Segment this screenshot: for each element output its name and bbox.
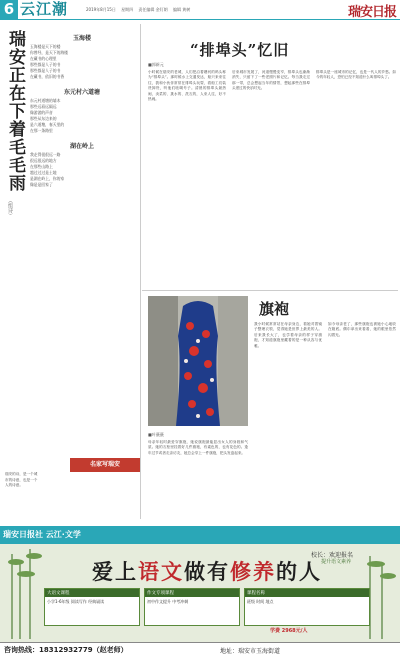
issue-weekday: 星期四 bbox=[121, 7, 134, 12]
poem-title: 玉海楼 bbox=[72, 35, 91, 42]
poem-column bbox=[30, 30, 134, 440]
poem-line: 那些远看远隔远 bbox=[30, 104, 57, 109]
article-title: “排埠头”忆旧 bbox=[190, 41, 290, 59]
ad-band-text: 瑞安日报社 云江·文学 bbox=[3, 530, 81, 539]
poem-title: 湖在岭上 bbox=[69, 143, 94, 150]
newspaper-logo: 瑞安日报 bbox=[347, 5, 396, 20]
poem-line: 像是是回家了 bbox=[30, 182, 53, 187]
ad-contact-bar bbox=[0, 642, 400, 656]
poem-line: 东元村道塘的墙木 bbox=[30, 98, 61, 103]
ad-slogan: 校长：欢迎报名 bbox=[310, 552, 353, 559]
article-byline: ■郭新元 bbox=[148, 62, 164, 67]
poem-line: 是六道塘，春天里的 bbox=[30, 122, 65, 127]
article-byline: ■叶薇薇 bbox=[148, 432, 164, 437]
article-paragraph: 如今母亲老了，那些旗袍也被她小心地收在箱底。偶尔拿出来看看，她的眼里依然闪着光。 bbox=[328, 322, 396, 337]
column-divider bbox=[140, 24, 141, 519]
page-number: 6 bbox=[0, 0, 18, 19]
ad-course-box: 大语文课程 小学1-6年级 阅读写作 经典诵读 bbox=[44, 588, 140, 626]
poem-line: 很远很远的地方 bbox=[30, 158, 57, 163]
article-paragraph: 母亲年轻时最爱穿旗袍，她说旗袍最能显出女人的身段和气质。她的衣柜里挂着好几件旗袍，有素色的，也有花色的。逢年过节或者走亲访友，她总会穿上一件旗袍，把头发盘起来。 bbox=[148, 440, 248, 455]
qipao-photo bbox=[148, 296, 248, 426]
poem-line: 越过过过是土地 bbox=[30, 170, 57, 175]
article-title: 旗袍 bbox=[259, 300, 290, 318]
designer-credit: 编辑 黄树 bbox=[172, 7, 191, 12]
poem-line: 我走得很很远一路 bbox=[30, 152, 61, 157]
ad-course-box: 作文专项课程 初中作文提升 中考冲刺 bbox=[144, 588, 240, 626]
poem-line: 在那些山路上 bbox=[30, 164, 53, 169]
poem-line: 在藏书的心理里 bbox=[30, 56, 57, 61]
ad-address: 地址：瑞安市玉海街道 bbox=[220, 648, 281, 655]
ad-headline: 爱上语文做有修养的人 bbox=[92, 559, 322, 584]
article-paragraph: 我小时候常常站在母亲身边，看她对着镜子整理衣领，觉得她是世界上最美的人。后来我长大了，也学着母亲的样子穿旗袍，才知道旗袍里藏着的是一种从容与优雅。 bbox=[254, 322, 322, 348]
poem-title: 东元村六道塘 bbox=[63, 89, 100, 96]
column-badge: 名家写瑞安 bbox=[70, 458, 140, 472]
advertisement bbox=[0, 544, 400, 642]
poem-line: 那些从东边来的 bbox=[30, 116, 57, 121]
header-info bbox=[86, 7, 194, 13]
poem-line: 在藏书，依旧的书香 bbox=[30, 74, 65, 79]
poem-line: 那些都是人子的书 bbox=[30, 62, 61, 67]
poem-line: 你曾经，是天下的海楼 bbox=[30, 50, 68, 55]
ad-contact-phone: 咨询热线：18312932779（赵老师） bbox=[4, 646, 128, 654]
page-header bbox=[0, 0, 400, 20]
ad-price: 学费 2968元/人 bbox=[270, 628, 308, 634]
poem-line: 像游游的声音 bbox=[30, 110, 53, 115]
poem-series-title: 瑞安正在下着毛毛雨 bbox=[5, 30, 25, 192]
poem-line: 玉海楼是天下的楼 bbox=[30, 44, 61, 49]
poem-series-subtitle: （组诗） bbox=[7, 198, 13, 218]
author-caption: 瑞安的诗，是一个城市的诗意，也是一个人的诗意。 bbox=[5, 472, 38, 488]
editor-credit: 责任编辑 金钉朗 bbox=[138, 7, 168, 12]
poem-line: 在那一条路里 bbox=[30, 128, 53, 133]
poem-line: 是湖在岭上，你的家 bbox=[30, 176, 65, 181]
article-paragraph: 小时候在瑞安的老城，人们把沿着塘河的码头称为“排埠头”。那时候水上交通发达，船只来来往往，我和小伙伴常常在排埠头玩耍，看船工们装货卸货，听他们吆喝号子。清晨的排埠头最热闹，卖菜的、挑水的、洗衣的，人来人往，好不热闹。 bbox=[148, 70, 226, 102]
article-divider bbox=[142, 290, 398, 291]
ad-schedule-box: 课程名称 班级 时间 地点 bbox=[244, 588, 370, 626]
issue-date: 2019年8月15日 bbox=[86, 7, 116, 12]
article-paragraph: 排埠头是一座城市的记忆，也是一代人的乡愁。如今的年轻人，恐怕已经不知道什么叫排埠头了。 bbox=[316, 70, 396, 80]
section-name: 云江潮 bbox=[20, 0, 69, 18]
poem-line: 那些都是人子的书 bbox=[30, 68, 61, 73]
ad-slogan-secondary: 提升语文素养 bbox=[320, 559, 351, 565]
article-paragraph: 后来城市发展了，河道慢慢变窄，排埠头也渐渐消失，只留下了一些老照片和记忆。每当我走过那一带，总会想起当年的情景，想起那些在排埠头度过的快乐时光。 bbox=[232, 70, 310, 91]
